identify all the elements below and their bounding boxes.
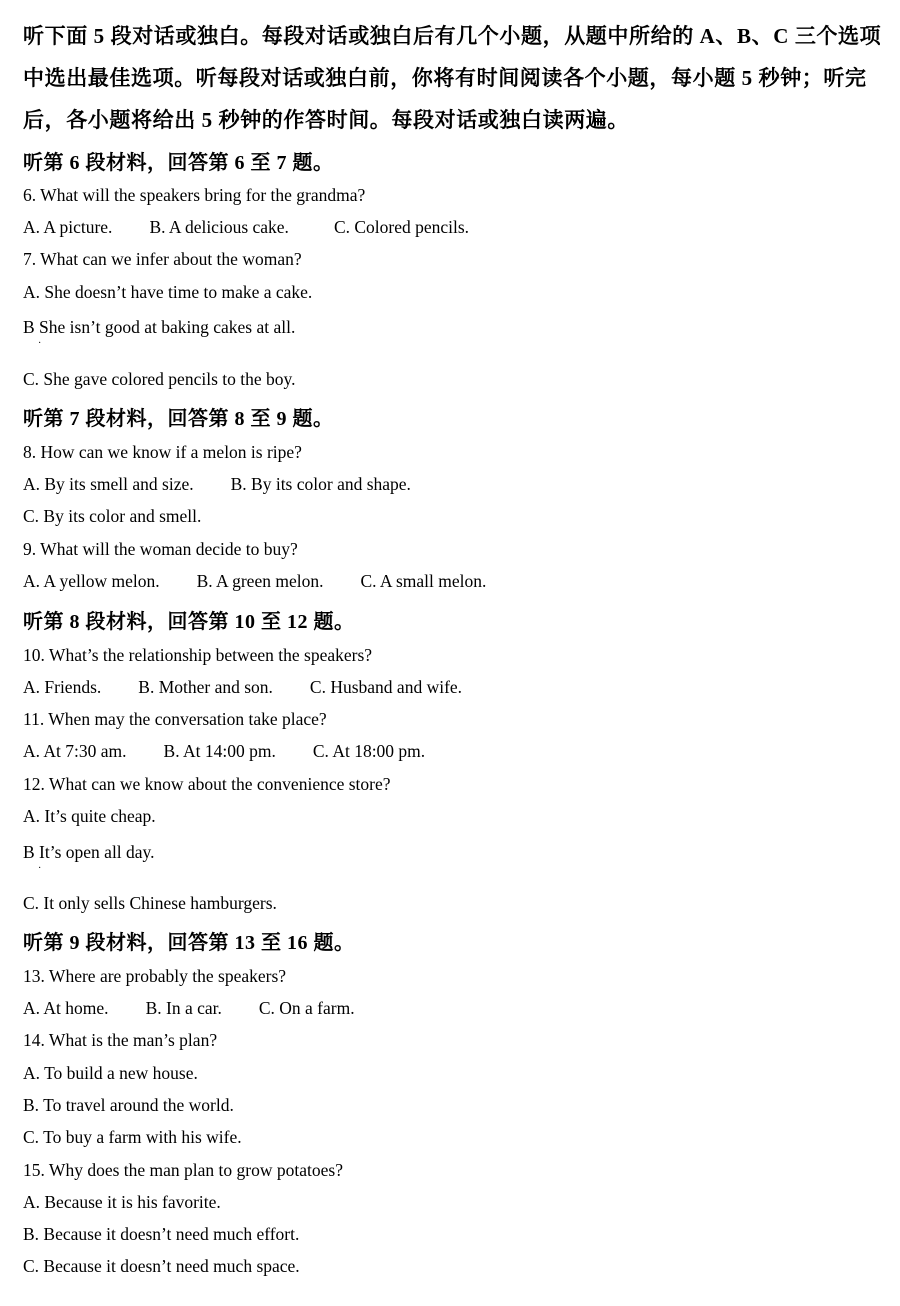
stray-dot: · [38,863,42,874]
question-stem: 10. What’s the relationship between the speakers? [23,645,373,665]
option-b: B. A green melon. [196,571,324,591]
option-b: B It’s open all day. [23,842,155,862]
option-a: A. Friends. [23,677,102,697]
options-row [23,677,462,698]
option-b: B. To travel around the world. [23,1095,234,1115]
question-stem: 7. What can we infer about the woman? [23,249,302,269]
option-c: C. By its color and smell. [23,506,202,526]
option-c: C. To buy a farm with his wife. [23,1127,242,1147]
instructions-line-3: 后，各小题将给出 5 秒钟的作答时间。每段对话或独白读两遍。 [23,108,629,132]
question-stem: 12. What can we know about the convenience store? [23,774,391,794]
option-c: C. Husband and wife. [309,677,463,697]
option-a: A. She doesn’t have time to make a cake. [23,282,313,302]
option-c: C. At 18:00 pm. [312,741,426,761]
option-b: B. At 14:00 pm. [163,741,276,761]
option-b: B She isn’t good at baking cakes at all. [23,317,296,337]
option-c: C. Because it doesn’t need much space. [23,1256,300,1276]
option-a: A. It’s quite cheap. [23,806,156,826]
option-a: A. To build a new house. [23,1063,198,1083]
section-heading: 听第 7 段材料，回答第 8 至 9 题。 [23,408,334,430]
instructions-line-2: 中选出最佳选项。听每段对话或独白前，你将有时间阅读各个小题，每小题 5 秒钟；听完 [23,66,867,90]
option-b: B. Because it doesn’t need much effort. [23,1224,300,1244]
question-stem: 13. Where are probably the speakers? [23,966,287,986]
option-c: C. It only sells Chinese hamburgers. [23,893,277,913]
option-b: B. Mother and son. [138,677,273,697]
option-a: A. A picture. [23,217,113,237]
question-stem: 14. What is the man’s plan? [23,1030,218,1050]
option-a: A. By its smell and size. [23,474,194,494]
option-c: C. On a farm. [258,998,355,1018]
instructions-line-1: 听下面 5 段对话或独白。每段对话或独白后有几个小题，从题中所给的 A、B、C 三个选项 [23,24,882,48]
question-stem: 8. How can we know if a melon is ripe? [23,442,302,462]
option-b: B. In a car. [145,998,222,1018]
question-stem: 6. What will the speakers bring for the grandma? [23,185,366,205]
option-a: A. Because it is his favorite. [23,1192,221,1212]
option-c: C. A small melon. [360,571,487,591]
question-stem: 15. Why does the man plan to grow potatoes? [23,1160,343,1180]
options-row [23,571,486,592]
option-c: C. Colored pencils. [333,217,470,237]
section-heading: 听第 6 段材料，回答第 6 至 7 题。 [23,152,334,174]
options-row [23,217,469,238]
options-row [23,474,411,495]
option-a: A. At 7:30 am. [23,741,127,761]
options-row [23,741,425,762]
question-stem: 11. When may the conversation take place? [23,709,327,729]
option-b: B. A delicious cake. [149,217,289,237]
option-c: C. She gave colored pencils to the boy. [23,369,296,389]
option-a: A. A yellow melon. [23,571,160,591]
option-b: B. By its color and shape. [230,474,411,494]
question-stem: 9. What will the woman decide to buy? [23,539,298,559]
stray-dot: · [38,338,42,349]
section-heading: 听第 9 段材料，回答第 13 至 16 题。 [23,932,355,954]
option-a: A. At home. [23,998,109,1018]
options-row [23,998,355,1019]
section-heading: 听第 8 段材料，回答第 10 至 12 题。 [23,611,355,633]
